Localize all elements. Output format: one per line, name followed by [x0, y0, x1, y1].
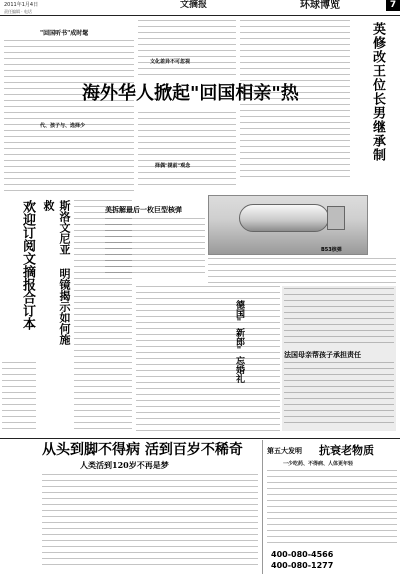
ad-rule: [0, 438, 400, 439]
issue-date: 2011年1月4日: [4, 2, 39, 8]
page-number: 7: [386, 0, 400, 11]
article-body-right-top: [240, 20, 350, 180]
article-title-listening: "回国听书"成时髦: [40, 30, 89, 37]
ad-antiaging-subhead: 一少吃药、不得病、人体更年轻: [283, 461, 354, 467]
subscription-details: [2, 362, 36, 432]
article-subhead-marriage: 择偶"提前"观念: [155, 163, 191, 169]
article-body-listening: [4, 40, 134, 195]
newspaper-name: 文摘报: [180, 0, 208, 10]
ad-phone-1: 400-080-4566: [271, 550, 334, 559]
bomb-caption: B53核弹: [321, 247, 342, 253]
headline-french-mother: 法国母亲帮孩子承担责任: [284, 350, 361, 359]
article-body-german: [250, 286, 280, 436]
article-body-center-mid: [138, 112, 236, 187]
ad-longevity-subhead: 人类活到120岁不再是梦: [80, 460, 169, 470]
header-rule: [0, 15, 400, 16]
headline-german-groom: 德国"新郎"忘婚礼: [234, 300, 244, 383]
main-headline: 海外华人掀起"回国相亲"热: [82, 83, 299, 104]
headline-uk-succession: 英修改王位长男继承制: [370, 22, 385, 162]
header-subline: 责任编辑 · 电话: [4, 9, 32, 14]
subscription-promo: 欢迎订阅文摘报合订本: [20, 200, 35, 330]
bomb-photo: [208, 195, 368, 255]
ad-longevity-body: [42, 474, 258, 570]
section-title: 环球博览: [300, 0, 340, 11]
ad-phone-2: 400-080-1277: [271, 561, 334, 570]
article-body-nuclear-cont: [208, 258, 396, 283]
ad-longevity: [40, 440, 260, 574]
ad-antiaging-headline: 抗衰老物质: [319, 444, 374, 457]
headline-slovenia: 斯洛文尼亚 明镜揭示如何施救: [42, 200, 71, 345]
article-body-center-top: [138, 20, 236, 75]
bomb-shape: [239, 204, 329, 232]
article-subhead-culture: 文化差异不可忽视: [150, 59, 191, 65]
bomb-fin: [327, 206, 345, 230]
article-body-french-top: [284, 288, 394, 343]
ad-antiaging: [262, 440, 400, 574]
article-body-nuclear: [105, 218, 205, 273]
ad-longevity-headline: 从头到脚不得病 活到百岁不稀奇: [42, 442, 243, 458]
ad-antiaging-pre: 第五大发明: [267, 446, 302, 455]
headline-nuclear: 美拆解最后一枚巨型核弹: [105, 205, 182, 214]
article-body-french: [284, 362, 394, 428]
ad-antiaging-body: [267, 470, 397, 545]
article-title-choice: 代、孩子与、选择少: [40, 123, 86, 129]
